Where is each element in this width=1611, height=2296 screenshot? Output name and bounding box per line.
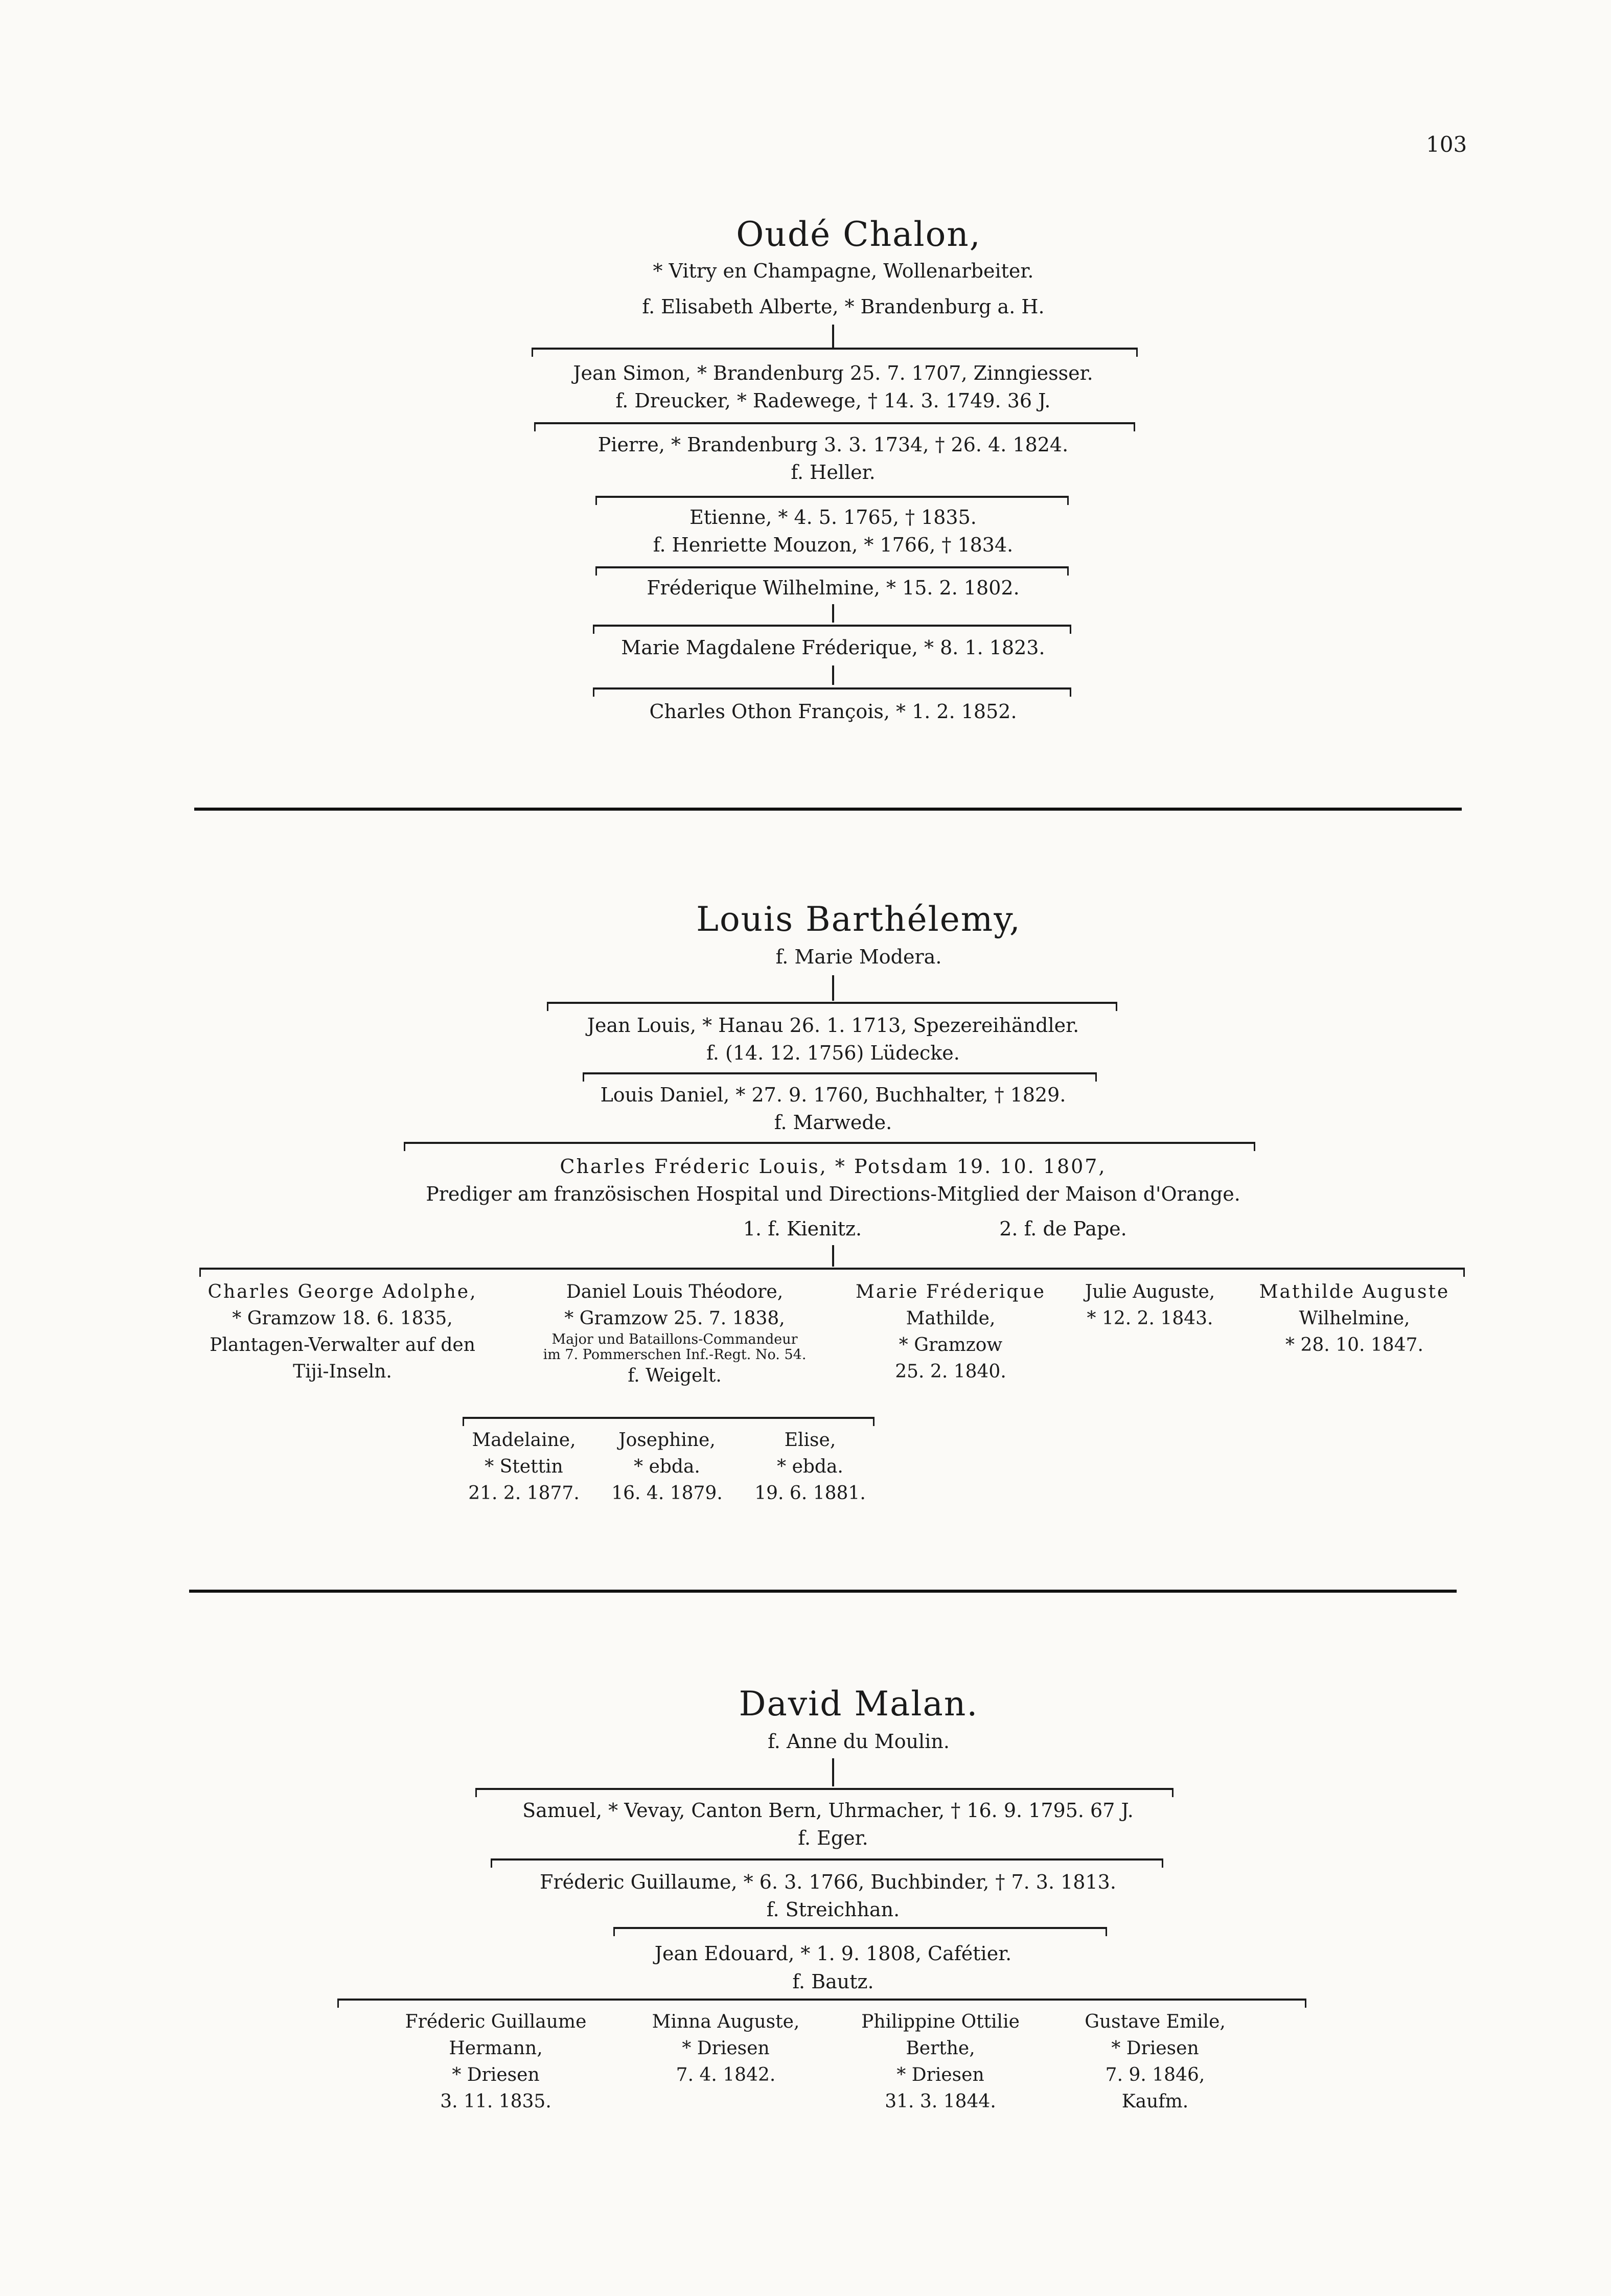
child-name: Marie Fréderique	[856, 1281, 1046, 1302]
child-name: Minna Auguste,	[652, 2011, 800, 2032]
grandchild-line: 16. 4. 1879.	[611, 1483, 723, 1504]
malan-head-spouse: f. Anne du Moulin.	[768, 1730, 950, 1753]
child-name: Philippine Ottilie	[861, 2011, 1020, 2032]
grandchild-name: Madelaine,	[472, 1430, 576, 1451]
generation-bracket	[337, 1999, 1306, 2008]
child-line: * Driesen	[452, 2064, 540, 2085]
grandchild-line: 19. 6. 1881.	[754, 1483, 866, 1504]
child-spouse: f. Weigelt.	[628, 1365, 722, 1386]
chalon-gen5: Marie Magdalene Fréderique, * 8. 1. 1823.	[621, 636, 1045, 659]
child-line: Berthe,	[906, 2038, 975, 2059]
descent-line	[832, 1758, 834, 1786]
child-line: 25. 2. 1840.	[895, 1361, 1006, 1382]
malan-child-4	[1063, 2009, 1247, 2115]
child-name: Julie Auguste,	[1085, 1281, 1215, 1302]
generation-bracket	[404, 1142, 1255, 1151]
section-title-barthelemy: Louis Barthélemy,	[696, 900, 1021, 939]
child-line: * Driesen	[682, 2038, 770, 2059]
barthelemy-gen1-line1: Jean Louis, * Hanau 26. 1. 1713, Spezereihändler.	[587, 1014, 1079, 1037]
generation-bracket	[547, 1002, 1117, 1011]
child-line: * 28. 10. 1847.	[1285, 1335, 1423, 1356]
descent-line	[832, 604, 834, 623]
barthelemy-gen3-line1: Charles Fréderic Louis, * Potsdam 19. 10. 1807,	[560, 1155, 1107, 1178]
child-line: * Gramzow 25. 7. 1838,	[564, 1308, 785, 1329]
malan-gen3-line1: Jean Edouard, * 1. 9. 1808, Cafétier.	[654, 1942, 1012, 1965]
child-line: 7. 4. 1842.	[676, 2064, 776, 2085]
generation-bracket	[613, 1927, 1107, 1936]
generation-bracket	[491, 1858, 1163, 1868]
section-divider	[194, 808, 1462, 811]
generation-bracket	[463, 1417, 874, 1426]
barthelemy-child-4	[1058, 1279, 1242, 1332]
generation-bracket	[534, 422, 1135, 431]
barthelemy-child-1	[199, 1279, 486, 1385]
malan-child-2	[629, 2009, 823, 2088]
child-name: Gustave Emile,	[1085, 2011, 1226, 2032]
child-line: 3. 11. 1835.	[440, 2091, 551, 2112]
section-title-malan: David Malan.	[739, 1684, 979, 1724]
generation-bracket	[199, 1268, 1465, 1277]
child-line: * Driesen	[896, 2064, 984, 2085]
chalon-gen4: Fréderique Wilhelmine, * 15. 2. 1802.	[647, 577, 1020, 599]
child-line: Kaufm.	[1121, 2091, 1189, 2112]
chalon-gen1-line2: f. Dreucker, * Radewege, † 14. 3. 1749. 36 J.	[615, 389, 1051, 412]
generation-bracket	[583, 1072, 1097, 1082]
barthelemy-gen1-line2: f. (14. 12. 1756) Lüdecke.	[706, 1042, 960, 1064]
malan-gen2-line2: f. Streichhan.	[766, 1898, 900, 1921]
page-number: 103	[1426, 132, 1467, 157]
child-line: 31. 3. 1844.	[885, 2091, 996, 2112]
barthelemy-head-spouse: f. Marie Modera.	[775, 946, 942, 968]
child-line: Wilhelmine,	[1299, 1308, 1410, 1329]
child-line: Hermann,	[449, 2038, 543, 2059]
child-line: Plantagen-Verwalter auf den	[210, 1335, 475, 1356]
chalon-gen6: Charles Othon François, * 1. 2. 1852.	[649, 700, 1017, 723]
child-line: * Gramzow 18. 6. 1835,	[232, 1308, 453, 1329]
barthelemy-marriage-2: 2. f. de Pape.	[999, 1218, 1127, 1240]
barthelemy-grandchild-2	[601, 1427, 733, 1507]
child-line: im 7. Pommerschen Inf.-Regt. No. 54.	[543, 1347, 807, 1363]
barthelemy-child-5	[1247, 1279, 1462, 1359]
barthelemy-child-3	[848, 1279, 1053, 1385]
grandchild-line: * ebda.	[777, 1456, 843, 1477]
barthelemy-gen3-line2: Prediger am französischen Hospital und Directions-Mitglied der Maison d'Orange.	[426, 1183, 1240, 1205]
barthelemy-grandchild-3	[744, 1427, 877, 1507]
section-title-chalon: Oudé Chalon,	[736, 215, 981, 254]
generation-bracket	[475, 1788, 1173, 1797]
child-name: Fréderic Guillaume	[405, 2011, 587, 2032]
child-name: Charles George Adolphe,	[208, 1281, 477, 1302]
child-line: Mathilde,	[906, 1308, 996, 1329]
grandchild-line: * ebda.	[634, 1456, 700, 1477]
grandchild-name: Elise,	[784, 1430, 836, 1451]
child-name: Daniel Louis Théodore,	[566, 1281, 784, 1302]
chalon-gen3-line1: Etienne, * 4. 5. 1765, † 1835.	[689, 506, 977, 529]
chalon-gen3-line2: f. Henriette Mouzon, * 1766, † 1834.	[653, 534, 1014, 556]
child-name: Mathilde Auguste	[1259, 1281, 1450, 1302]
generation-bracket	[593, 687, 1071, 697]
descent-line	[832, 665, 834, 685]
chalon-head-spouse: f. Elisabeth Alberte, * Brandenburg a. H.	[642, 295, 1045, 318]
descent-line	[832, 1245, 834, 1267]
chalon-head-origin: * Vitry en Champagne, Wollenarbeiter.	[653, 260, 1034, 282]
descent-line	[832, 325, 834, 348]
barthelemy-gen2-line2: f. Marwede.	[774, 1111, 892, 1134]
child-line: * Gramzow	[899, 1335, 1003, 1356]
barthelemy-gen2-line1: Louis Daniel, * 27. 9. 1760, Buchhalter, † 1829.	[600, 1084, 1066, 1106]
chalon-gen1-line1: Jean Simon, * Brandenburg 25. 7. 1707, Zinngiesser.	[573, 362, 1093, 384]
generation-bracket	[595, 496, 1069, 505]
malan-gen1-line1: Samuel, * Vevay, Canton Bern, Uhrmacher, † 16. 9. 1795. 67 J.	[522, 1799, 1134, 1822]
descent-line	[832, 975, 834, 1001]
generation-bracket	[532, 348, 1138, 357]
barthelemy-grandchild-1	[457, 1427, 590, 1507]
child-line: * 12. 2. 1843.	[1087, 1308, 1213, 1329]
malan-child-1	[388, 2009, 603, 2115]
child-line: Major und Bataillons-Commandeur	[551, 1331, 798, 1347]
grandchild-line: 21. 2. 1877.	[468, 1483, 580, 1504]
chalon-gen2-line1: Pierre, * Brandenburg 3. 3. 1734, † 26. 4. 1824.	[597, 433, 1069, 456]
malan-gen3-line2: f. Bautz.	[792, 1970, 874, 1993]
child-line: * Driesen	[1111, 2038, 1199, 2059]
malan-gen1-line2: f. Eger.	[798, 1827, 868, 1849]
chalon-gen2-line2: f. Heller.	[791, 461, 876, 484]
generation-bracket	[595, 566, 1069, 576]
barthelemy-child-2	[511, 1279, 838, 1389]
malan-child-3	[838, 2009, 1043, 2115]
grandchild-name: Josephine,	[618, 1430, 716, 1451]
malan-gen2-line1: Fréderic Guillaume, * 6. 3. 1766, Buchbinder, † 7. 3. 1813.	[540, 1871, 1116, 1893]
child-line: Tiji-Inseln.	[293, 1361, 392, 1382]
grandchild-line: * Stettin	[485, 1456, 563, 1477]
barthelemy-marriage-1: 1. f. Kienitz.	[743, 1218, 862, 1240]
section-divider	[189, 1590, 1457, 1593]
child-line: 7. 9. 1846,	[1105, 2064, 1205, 2085]
generation-bracket	[593, 625, 1071, 634]
